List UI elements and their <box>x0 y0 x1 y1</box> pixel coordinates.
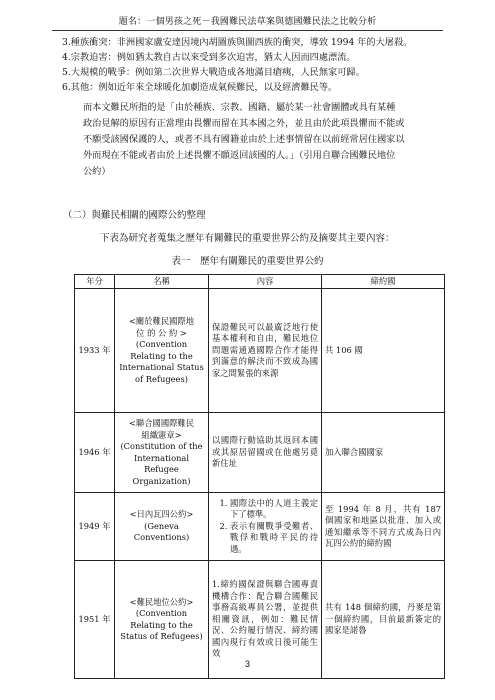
header-members: 締約國 <box>322 275 445 289</box>
intro-paragraph: 下表為研究者蒐集之歷年有關難民的重要世界公約及摘要其主要內容： <box>100 233 395 244</box>
paragraph-line: 而本文難民所指的是「由於種族、宗教、國籍、屬於某一社會團體或具有某種 <box>83 102 396 113</box>
section-title: （二）與難民相關的國際公約整理 <box>63 210 206 221</box>
table-row <box>75 413 445 493</box>
content-cell: 1.締約國保證與聯合國專責機構合作：配合聯合國難民事務高級專員公署，並提供相關資訊，例如：難民情況、公約履行情況、締約國國內現行有效或日後可能生效 <box>209 561 322 679</box>
name-line: <關於難民國際地 <box>128 316 195 326</box>
members-cell: 加入聯合國國家 <box>322 413 445 493</box>
list-item: 4.宗教迫害：例如猶太教自古以來受到多次迫害，猶太人因而四處漂流。 <box>62 52 356 63</box>
conventions-table <box>74 274 445 679</box>
name-line: Organization) <box>132 475 191 486</box>
name-cell <box>115 413 209 493</box>
name-line: International Status <box>119 362 204 372</box>
name-line: Relating to the <box>130 350 193 361</box>
year-cell: 1946 年 <box>75 413 115 493</box>
name-cell <box>115 493 209 561</box>
paragraph-line: 公約） <box>83 166 111 177</box>
list-item: 6.其他：例如近年來全球暖化加劇造成氣候難民，以及經濟難民等。 <box>62 82 338 93</box>
name-line: International <box>133 452 190 463</box>
header-rule <box>52 30 443 31</box>
content-cell <box>209 493 322 561</box>
year-cell: 1949 年 <box>75 493 115 561</box>
members-cell: 至 1994 年 8 月，共有 187 個國家和地區以批准、加入或通知繼承等不同方式成為日內瓦四公約的締約國 <box>322 493 445 561</box>
members-cell: 共 106 國 <box>322 289 445 413</box>
content-list-item: 2. 表示有關戰爭受難者、戰俘和戰時平民的待遇。 <box>230 521 318 556</box>
table-row <box>75 493 445 561</box>
name-line: (Convention <box>135 339 188 349</box>
name-line: <聯合國國際難民 <box>128 418 195 428</box>
name-line: Conventions) <box>133 532 190 543</box>
name-line: Relating to the <box>130 619 193 630</box>
year-cell: 1933 年 <box>75 289 115 413</box>
name-line: (Geneva <box>144 520 179 531</box>
content-cell: 以國際行動協助其返回本國或其原居留國或在他處另覓新住址 <box>209 413 322 493</box>
table-header-row <box>75 275 445 289</box>
running-header: 題名：一個男孩之死－我國難民法草案與德國難民法之比較分析 <box>118 17 377 27</box>
year-cell: 1951 年 <box>75 561 115 679</box>
content-list-item: 1. 國際法中的人道主義定下了標準。 <box>230 498 318 521</box>
name-line: 組織憲章> <box>141 429 182 440</box>
paragraph-line: 外而現在不能或者由於上述畏懼不願返回該國的人。」（引用自聯合國難民地位 <box>83 150 396 161</box>
header-content: 內容 <box>209 275 322 289</box>
list-item: 5.大規模的戰爭：例如第二次世界大戰造成各地滿目瘡痍，人民無家可歸。 <box>62 67 365 78</box>
table-title: 表一 歷年有關難民的重要世界公約 <box>171 256 324 267</box>
name-line: (Convention <box>135 608 188 618</box>
cause-list <box>62 35 452 95</box>
name-line: of Refugees) <box>135 373 188 384</box>
content-cell: 保證難民可以最廣泛地行使基本權利和自由，難民地位問題需通過國際合作才能得到滿意的解決而不致成為國家之間緊張的來源 <box>209 289 322 413</box>
header-year: 年分 <box>75 275 115 289</box>
name-line: (Constitution of the <box>120 441 203 451</box>
name-line: 位 的 公 約 > <box>136 327 187 338</box>
content-list <box>212 498 318 556</box>
header-name: 名稱 <box>115 275 209 289</box>
name-line: Status of Refugees) <box>120 631 203 641</box>
paragraph-line: 不願受該國保護的人，或者不具有國籍並由於上述事情留在以前經常居住國家以 <box>83 134 405 145</box>
list-item: 3.種族衝突：非洲國家盧安達因境內胡圖族與圖西族的衝突，導致 1994 年的大屠殺。 <box>62 37 413 48</box>
name-line: <難民地位公約> <box>129 596 194 607</box>
definition-paragraph <box>83 100 453 180</box>
name-cell <box>115 289 209 413</box>
paragraph-line: 政治見解的原因有正當理由畏懼而留在其本國之外，並且由於此項畏懼而不能或 <box>83 118 405 129</box>
name-line: <日內瓦四公約> <box>129 509 194 520</box>
page-number: 3 <box>244 659 250 669</box>
table-row <box>75 289 445 413</box>
members-cell: 共有 148 個締約國，丹麥是第一個締約國，目前最新簽定的國家是諾魯 <box>322 561 445 679</box>
name-line: Refugee <box>144 464 179 474</box>
